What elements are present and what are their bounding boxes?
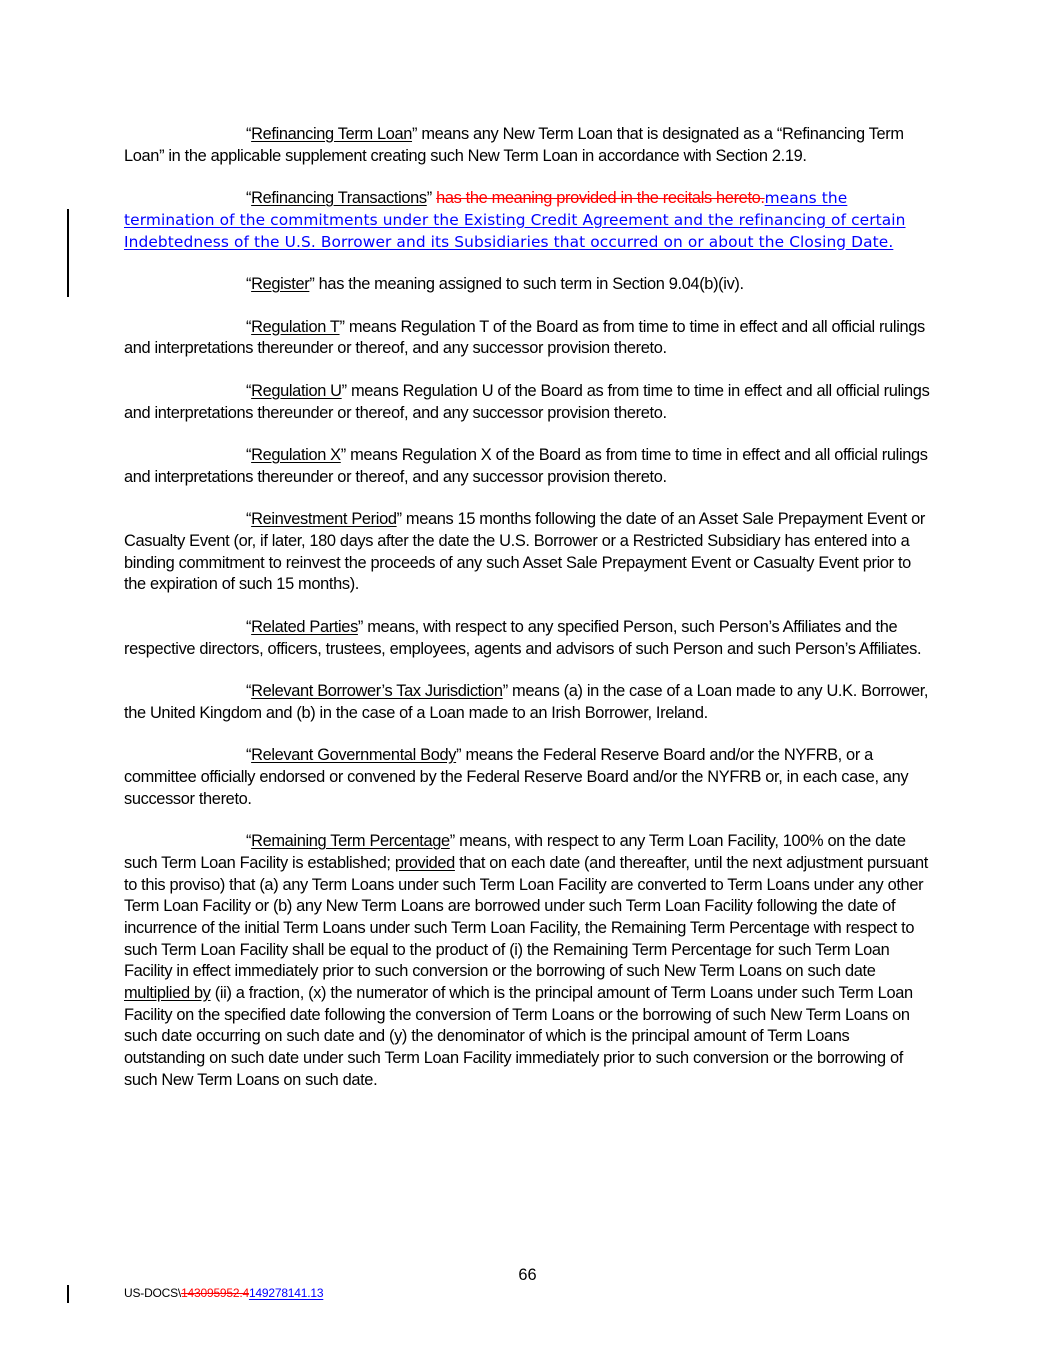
definition-refinancing-transactions: “Refinancing Transactions” has the meaning provided in the recitals hereto.means the termination of the commitments under the Existing Credit Agreement and the refinancing of certain Indebtedness of the U.S. Borrower and its Subsidiaries that occurred on or about the Closing Date.: [124, 189, 906, 251]
definition-text: means, with respect to any specified Person, such Person’s Affiliates and the respective directors, officers, trustees, employees, agents and advisors of such Person and such Person’s Affiliates.: [124, 617, 922, 658]
definition-relevant-borrowers-tax-jurisdiction: “Relevant Borrower’s Tax Jurisdiction” means (a) in the case of a Loan made to any U.K. Borrower, the United Kingdom and (b) in the case of a Loan made to an Irish Borrower, Ireland.: [124, 682, 929, 722]
defined-term: Refinancing Term Loan: [251, 125, 413, 143]
provided-term: provided: [394, 853, 455, 872]
definition-text: has the meaning assigned to such term in Section 9.04(b)(iv).: [314, 275, 744, 294]
definition-text: means any New Term Loan that is designated as a “Refinancing Term Loan” in the applicable supplement creating such New Term Loan in accordance with Section 2.19.: [124, 125, 904, 165]
definition-text: means (a) in the case of a Loan made to any U.K. Borrower, the United Kingdom and (b) in the case of a Loan made to an Irish Borrower, Ireland.: [124, 682, 929, 722]
defined-term: Related Parties: [251, 617, 358, 636]
change-bar-footer: [67, 1285, 69, 1303]
definition-remaining-term-percentage: “Remaining Term Percentage” means, with respect to any Term Loan Facility, 100% on the date such Term Loan Facility is established; provided that on each date (and thereafter, until the next adjustment pursuant to this proviso) that (a) any Term Loans under such Term Loan Facility are converted to Term Loans under any other Term Loan Facility or (b) any New Term Loans are borrowed under such Term Loan Facility following the date of incurrence of the initial Term Loans under such Term Loan Facility, the Remaining Term Percentage with respect to such Term Loan Facility shall be equal to the product of (i) the Remaining Term Percentage for such Term Loan Facility in effect immediately prior to such conversion or the borrowing of such New Term Loans on such date multiplied by (ii) a fraction, (x) the numerator of which is the principal amount of Term Loans under such Term Loan Facility on the specified date following the conversion of Term Loans or the borrowing of such New Term Loans on such date occurring on such date and (y) the denominator of which is the principal amount of Term Loans outstanding on such date under such Term Loan Facility immediately prior to such conversion or the borrowing of such New Term Loans on such date.: [124, 832, 928, 1089]
definition-register: “Register” has the meaning assigned to such term in Section 9.04(b)(iv).: [246, 275, 744, 294]
change-bar: [67, 209, 69, 297]
document-body: [124, 124, 930, 1112]
definition-regulation-u: “Regulation U” means Regulation U of the Board as from time to time in effect and all official rulings and interpretations thereunder or thereof, and any successor provision thereto.: [124, 381, 930, 422]
defined-term: Reinvestment Period: [251, 510, 397, 529]
defined-term: Regulation X: [251, 446, 341, 465]
definition-text: means Regulation T of the Board as from time to time in effect and all official rulings and interpretations thereunder or thereof, and any successor provision thereto.: [124, 317, 925, 358]
docid-prefix: US-DOCS\: [124, 1286, 182, 1300]
deleted-text: has the meaning provided in the recitals hereto.: [436, 189, 765, 208]
definition-text: means, with respect to any Term Loan Facility, 100% on the date such Term Loan Facility is established;: [124, 832, 906, 872]
definition-regulation-x: “Regulation X” means Regulation X of the Board as from time to time in effect and all official rulings and interpretations thereunder or thereof, and any successor provision thereto.: [124, 446, 928, 486]
definition-text: (ii) a fraction, (x) the numerator of which is the principal amount of Term Loans under such Term Loan Facility on the specified date following the conversion of Term Loans or the borrowing of such New Term Loans on such date occurring on such date and (y) the denominator of which is the principal amount of Term Loans outstanding on such date under such Term Loan Facility immediately prior to such conversion or the borrowing of such New Term Loans on such date.: [124, 984, 913, 1089]
defined-term: Remaining Term Percentage: [251, 832, 450, 851]
definition-text: means 15 months following the date of an Asset Sale Prepayment Event or Casualty Event (or, if later, 180 days after the date the U.S. Borrower or a Restricted Subsidiary has entered into a binding commitment to reinvest the proceeds of any such Asset Sale Prepayment Event or Casualty Event prior to the expiration of such 15 months).: [124, 510, 926, 594]
document-id: [124, 1286, 323, 1300]
definition-text: means Regulation X of the Board as from time to time in effect and all official rulings and interpretations thereunder or thereof, and any successor provision thereto.: [124, 446, 928, 486]
definition-text: means Regulation U of the Board as from time to time in effect and all official rulings and interpretations thereunder or thereof, and any successor provision thereto.: [124, 381, 930, 422]
definition-text: means the Federal Reserve Board and/or the NYFRB, or a committee officially endorsed or convened by the Federal Reserve Board and/or the NYFRB or, in each case, any successor thereto.: [124, 746, 909, 808]
docid-deleted: 143095952.4: [181, 1286, 249, 1300]
docid-inserted: 149278141.13: [248, 1286, 324, 1300]
defined-term: Relevant Borrower’s Tax Jurisdiction: [251, 682, 503, 701]
definition-related-parties: “Related Parties” means, with respect to any specified Person, such Person’s Affiliates and the respective directors, officers, trustees, employees, agents and advisors of such Person and such Person’s Affiliates.: [124, 617, 922, 658]
inserted-text: means the termination of the commitments under the Existing Credit Agreement and the refinancing of certain Indebtedness of the U.S. Borrower and its Subsidiaries that occurred on or about the Closing Date.: [124, 189, 906, 251]
defined-term: Refinancing Transactions: [251, 189, 427, 208]
definition-reinvestment-period: “Reinvestment Period” means 15 months following the date of an Asset Sale Prepayment Event or Casualty Event (or, if later, 180 days after the date the U.S. Borrower or a Restricted Subsidiary has entered into a binding commitment to reinvest the proceeds of any such Asset Sale Prepayment Event or Casualty Event prior to the expiration of such 15 months).: [124, 510, 926, 594]
page-number: 66: [518, 1266, 537, 1284]
definition-text: that on each date (and thereafter, until the next adjustment pursuant to this proviso) that (a) any Term Loans under such Term Loan Facility are converted to Term Loans under any other Term Loan Facility or (b) any New Term Loans are borrowed under such Term Loan Facility following the date of incurrence of the initial Term Loans under such Term Loan Facility, the Remaining Term Percentage with respect to such Term Loan Facility shall be equal to the product of (i) the Remaining Term Percentage for such Term Loan Facility in effect immediately prior to such conversion or the borrowing of such New Term Loans on such date: [124, 853, 928, 981]
definition-regulation-t: “Regulation T” means Regulation T of the Board as from time to time in effect and all official rulings and interpretations thereunder or thereof, and any successor provision thereto.: [124, 317, 925, 358]
multiplied-by-term: multiplied by: [124, 984, 211, 1003]
defined-term: Relevant Governmental Body: [251, 746, 457, 765]
defined-term: Regulation U: [251, 381, 342, 400]
defined-term: Register: [251, 275, 310, 294]
definition-refinancing-term-loan: “Refinancing Term Loan” means any New Term Loan that is designated as a “Refinancing Term Loan” in the applicable supplement creating such New Term Loan in accordance with Section 2.19.: [124, 125, 904, 165]
definition-relevant-governmental-body: “Relevant Governmental Body” means the Federal Reserve Board and/or the NYFRB, or a committee officially endorsed or convened by the Federal Reserve Board and/or the NYFRB or, in each case, any successor thereto.: [124, 746, 909, 808]
defined-term: Regulation T: [251, 317, 340, 336]
